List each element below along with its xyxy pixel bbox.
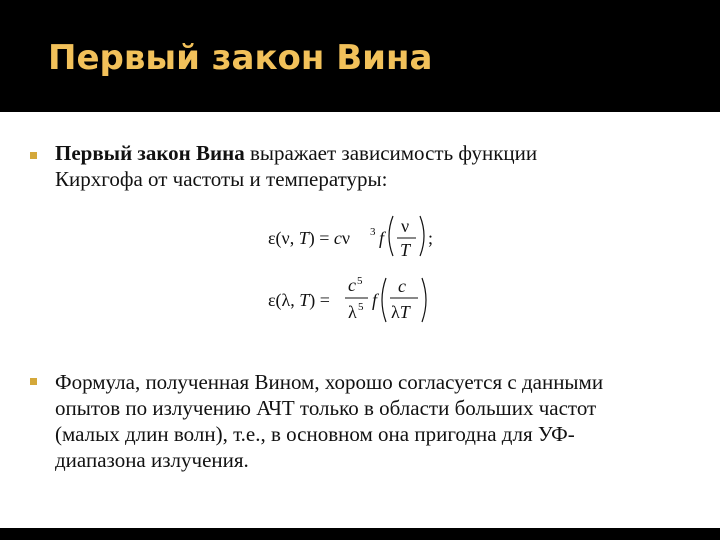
formula-2-right-paren: [422, 278, 426, 322]
bullet-marker-1: [30, 152, 37, 159]
formula-2-left-paren: [382, 278, 386, 322]
formula-1-semicolon: ;: [428, 228, 434, 248]
bullet-2-line-1: Формула, полученная Вином, хорошо согласуется с данными: [55, 370, 604, 394]
formula-2-denominator-exp: 5: [358, 301, 364, 313]
bullet-2-line-2: опытов по излучению АЧТ только в области больших частот: [55, 396, 597, 420]
formula-1-lhs: ε(ν, T) = cν: [268, 228, 351, 248]
formula-1-numerator: ν: [401, 216, 410, 236]
formula-2-inner-numerator: c: [398, 276, 406, 296]
formula-1-left-paren: [389, 216, 393, 256]
bullet-2-line-4: диапазона излучения.: [55, 448, 249, 472]
bullet-1-line-1-rest: выражает зависимость функции: [244, 141, 538, 165]
formula-1-f: f: [379, 228, 385, 248]
formula-2-numerator-c: c: [348, 275, 356, 295]
formula-2-denominator-lambda: λ: [348, 302, 357, 322]
formula-2-numerator-exp: 5: [357, 275, 363, 287]
bullet-2-text: [55, 369, 603, 473]
slide-content: [0, 112, 720, 528]
law-name-bold: Первый закон Вина: [55, 141, 245, 165]
wien-formulas: [268, 210, 443, 330]
formula-2-inner-denominator: λT: [391, 302, 410, 322]
bullet-1-text: [55, 140, 537, 192]
bullet-1-line-2: Кирхгофа от частоты и температуры:: [55, 167, 388, 191]
slide-header: [0, 0, 720, 112]
formula-1-denominator: T: [400, 240, 411, 260]
bullet-2-line-3: (малых длин волн), т.е., в основном она пригодна для УФ-: [55, 422, 575, 446]
bullet-marker-2: [30, 378, 37, 385]
formula-2-lhs: ε(λ, T) =: [268, 290, 330, 310]
formula-2-f: f: [372, 290, 378, 310]
slide-footer: [0, 528, 720, 540]
formula-1-exponent: 3: [370, 226, 376, 238]
formula-1-right-paren: [420, 216, 424, 256]
bullet-1-line-1: [55, 140, 537, 166]
slide-title: Первый закон Вина: [48, 38, 433, 78]
